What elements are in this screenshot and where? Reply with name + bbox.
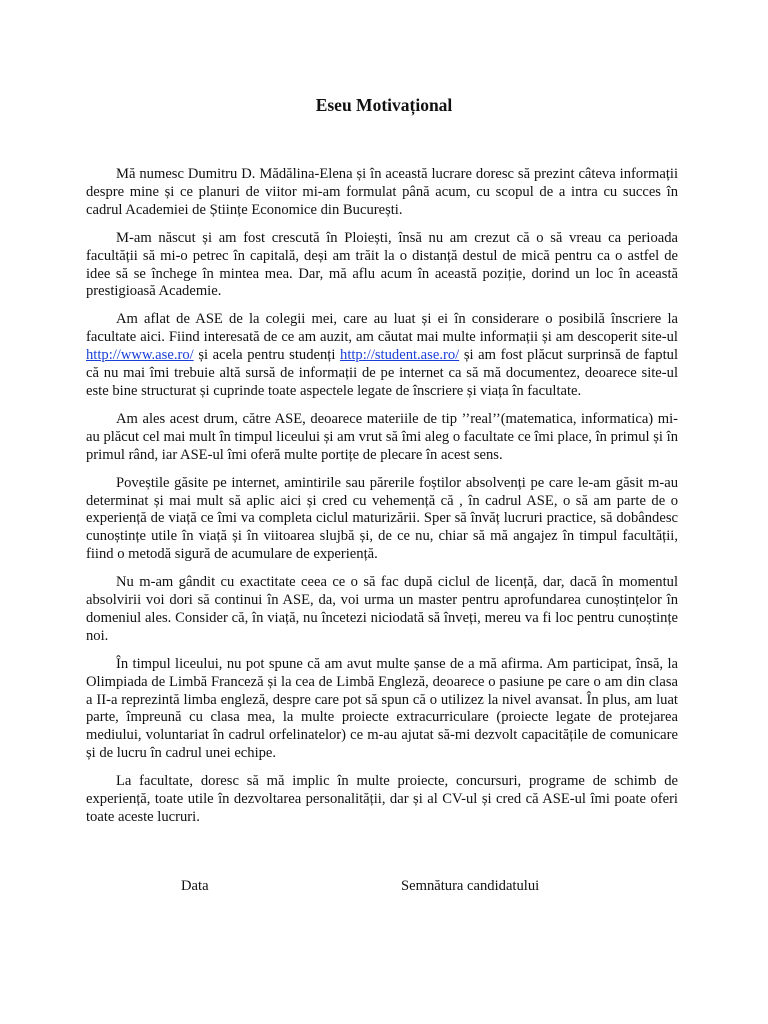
paragraph-1 (86, 166, 678, 220)
paragraph-4 (86, 411, 678, 465)
paragraph-text: și acela pentru studenți (193, 347, 341, 364)
paragraph-text: M-am născut și am fost crescută în Ploiești, însă nu am crezut că o să vreau ca perioada facultății să mi-o petrec în capitală, deși am trăit la o distanță destul de mică pentru ca o astfel de idee să se închege în mintea mea. Dar, mă aflu acum în această poziție, dorind un loc în această prestigioasă Academie. (86, 229, 678, 300)
essay-body (86, 166, 678, 837)
signature-row (0, 876, 768, 896)
paragraph-8 (86, 773, 678, 827)
paragraph-2 (86, 230, 678, 302)
paragraph-text: Poveștile găsite pe internet, amintirile sau părerile foștilor absolvenți pe care le-am găsit m-au determinat și mai mult să aplic aici și cred cu vehemență că , în cadrul ASE, o să am parte de o experiență de viață ce îmi va completa ciclul maturizării. Sper să învăț lucruri practice, să dobândesc cunoștințe utile în viață și în viitoarea slujbă și, de ce nu, chiar să mă angajez în timpul facultății, fiind o metodă sigură de acumulare de experiență. (86, 474, 678, 563)
date-label: Data (181, 878, 209, 894)
paragraph-text: În timpul liceului, nu pot spune că am avut multe șanse de a mă afirma. Am participat, însă, la Olimpiada de Limbă Franceză și la cea de Limbă Engleză, deoarece o pasiune pe care o am din clasa a II-a reprezintă limba engleză, despre care pot să spun că o utilizez la nivel avansat. În plus, am luat parte, împreună cu clasa mea, la multe proiecte extracurriculare (proiecte legate de protejarea mediului, voluntariat în cadrul orfelinatelor) ce m-au ajutat să-mi dezvolt capacitățile de comunicare și de lucru în cadrul unei echipe. (86, 655, 678, 762)
paragraph-3 (86, 311, 678, 401)
paragraph-7 (86, 656, 678, 763)
paragraph-text: Am aflat de ASE de la colegii mei, care au luat și ei în considerare o posibilă înscriere la facultate aici. Fiind interesată de ce am auzit, am căutat mai multe informații și am descoperit site-ul (86, 311, 678, 346)
student-website-link[interactable]: http://student.ase.ro/ (340, 347, 460, 364)
candidate-signature-label: Semnătura candidatului (401, 878, 540, 894)
paragraph-text: și am fost plăcut surprinsă de faptul că nu mai îmi trebuie altă sursă de informații de pe internet ca să mă documentez, deoarece site-ul este bine structurat și cuprinde toate aspectele legate de înscriere și viața în facultate. (86, 347, 678, 399)
paragraph-text: Nu m-am gândit cu exactitate ceea ce o să fac după ciclul de licență, dar, dacă în momentul absolvirii voi dori să continui în ASE, da, voi urma un master pentru aprofundarea cunoștințelor în domeniul ales. Consider că, în viață, nu încetezi niciodată să înveți, mereu va fi loc pentru cunoștințe noi. (86, 574, 678, 644)
paragraph-5 (86, 475, 678, 565)
paragraph-text: La facultate, doresc să mă implic în multe proiecte, concursuri, programe de schimb de experiență, toate utile în dezvoltarea personalității, dar și al CV-ul și cred că ASE-ul îmi poate oferi toate aceste lucruri. (86, 773, 678, 825)
ase-website-link[interactable]: http://www.ase.ro/ (86, 347, 194, 364)
paragraph-text: Am ales acest drum, către ASE, deoarece materiile de tip ’’real’’(matematica, informatica) mi-au plăcut cel mai mult în timpul liceului și am vrut să îmi aleg o facultate ce îmi place, în primul și în primul rând, iar ASE-ul îmi oferă multe portițe de plecare în acest sens. (86, 410, 678, 463)
paragraph-text: Mă numesc Dumitru D. Mădălina-Elena și în această lucrare doresc să prezint câteva informații despre mine și ce planuri de viitor mi-am formulat până acum, cu scopul de a intra cu succes în cadrul Academiei de Științe Economice din București. (86, 166, 678, 218)
paragraph-6 (86, 574, 678, 646)
document-title: Eseu Motivațional (315, 95, 453, 115)
